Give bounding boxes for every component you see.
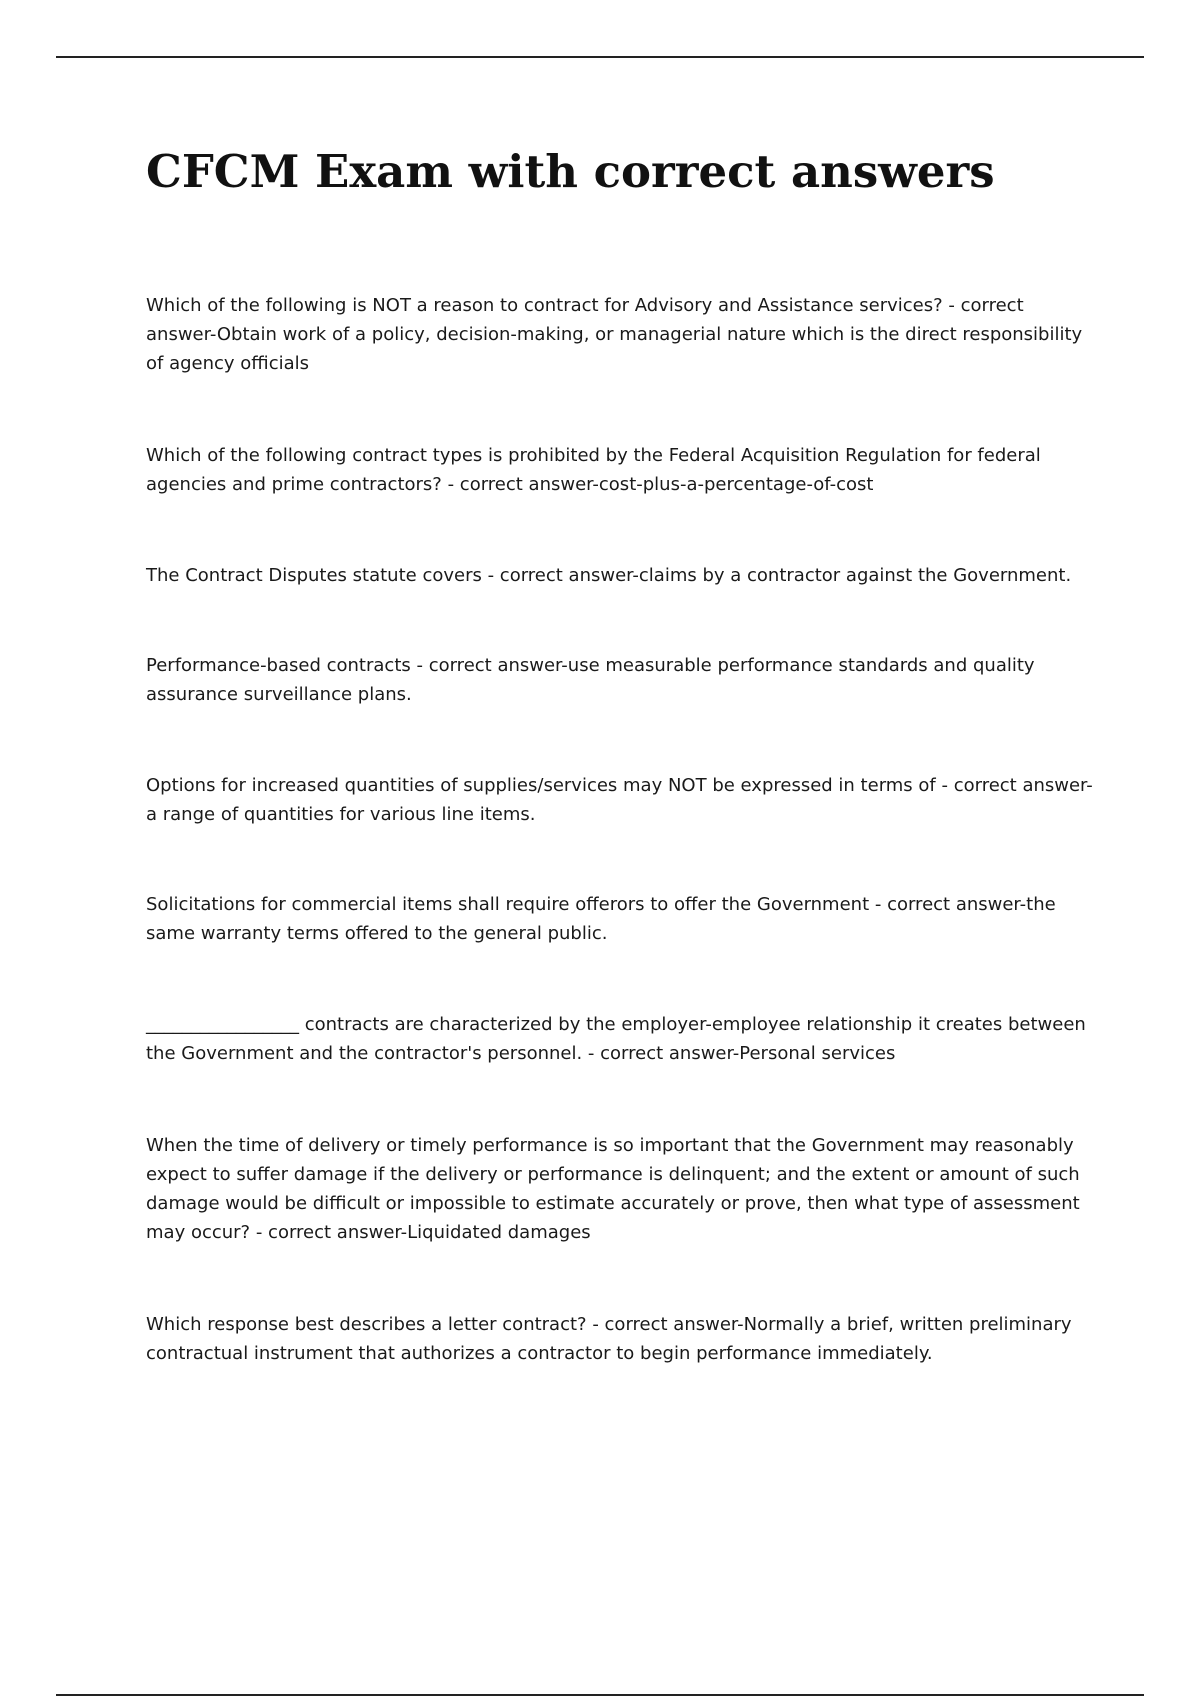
qa-item-3: The Contract Disputes statute covers - correct answer-claims by a contractor against the Government. xyxy=(146,565,1072,586)
qa-item-9: Which response best describes a letter contract? - correct answer-Normally a brief, written preliminary contractual instrument that authorizes a contractor to begin performance immediately. xyxy=(146,1314,1072,1364)
qa-item-4: Performance-based contracts - correct answer-use measurable performance standards and quality assurance surveillance plans. xyxy=(146,655,1035,705)
qa-item-7: _________________ contracts are characterized by the employer-employee relationship it creates between the Government and the contractor's personnel. - correct answer-Personal services xyxy=(146,1014,1086,1064)
bottom-divider xyxy=(56,1694,1144,1696)
qa-item-6: Solicitations for commercial items shall require offerors to offer the Government - correct answer-the same warranty terms offered to the general public. xyxy=(146,894,1056,944)
qa-item-8: When the time of delivery or timely performance is so important that the Government may reasonably expect to suffer damage if the delivery or performance is delinquent; and the extent or amount of such damage would be difficult or impossible to estimate accurately or prove, then what type of assessment may occur? - correct answer-Liquidated damages xyxy=(146,1135,1080,1243)
qa-item-2: Which of the following contract types is prohibited by the Federal Acquisition Regulation for federal agencies and prime contractors? - correct answer-cost-plus-a-percentage-of-cost xyxy=(146,445,1041,495)
top-divider xyxy=(56,56,1144,58)
qa-item-1: Which of the following is NOT a reason to contract for Advisory and Assistance services? - correct answer-Obtain work of a policy, decision-making, or managerial nature which is the direct responsibility of agency officials xyxy=(146,295,1083,374)
page-title: CFCM Exam with correct answers xyxy=(146,145,995,198)
qa-item-5: Options for increased quantities of supplies/services may NOT be expressed in terms of - correct answer-a range of quantities for various line items. xyxy=(146,775,1093,825)
